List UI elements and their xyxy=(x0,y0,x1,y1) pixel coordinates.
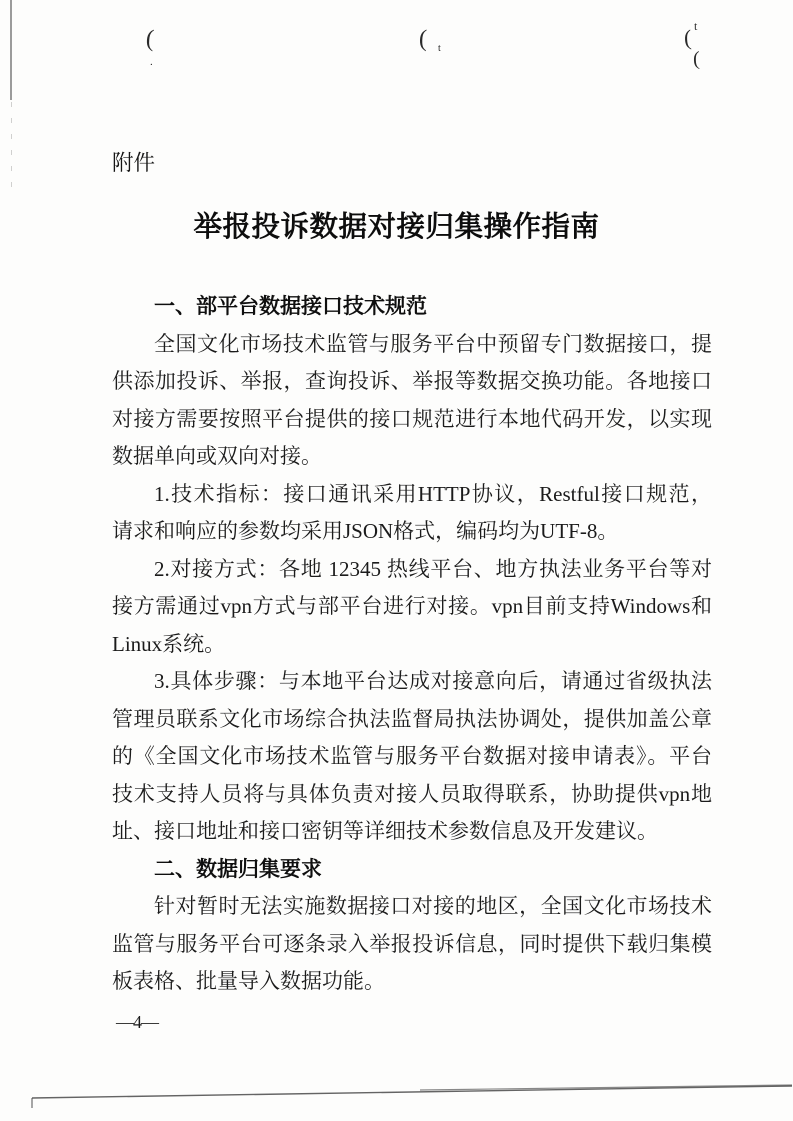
scan-artifact-mark: . xyxy=(150,56,153,68)
text-line: 3.具体步骤：与本地平台达成对接意向后，请通过省级执法 xyxy=(154,669,712,693)
scan-artifact-mark: t xyxy=(694,19,698,33)
section-heading: 二、数据归集要求 xyxy=(154,857,322,881)
text-line: 数据单向或双向对接。 xyxy=(112,444,322,468)
scan-artifact-mark: ( xyxy=(692,47,701,71)
text-line: 1.技术指标：接口通讯采用HTTP协议，Restful接口规范， xyxy=(154,481,712,506)
text-line: 针对暂时无法实施数据接口对接的地区，全国文化市场技术 xyxy=(154,894,712,918)
scan-artifact-mark: ( xyxy=(145,25,155,53)
text-line: 的《全国文化市场技术监管与服务平台数据对接申请表》。平台 xyxy=(112,744,712,768)
text-line: 接方需通过vpn方式与部平台进行对接。vpn目前支持Windows和 xyxy=(112,594,712,618)
scan-left-edge-line xyxy=(10,0,12,100)
text-line: 监管与服务平台可逐条录入举报投诉信息，同时提供下载归集模 xyxy=(112,931,712,956)
text-line: 技术支持人员将与具体负责对接人员取得联系，协助提供vpn地 xyxy=(112,781,712,806)
document-title: 举报投诉数据对接归集操作指南 xyxy=(193,212,600,243)
page-number: —4— xyxy=(116,1012,158,1032)
text-line: 址、接口地址和接口密钥等详细技术参数信息及开发建议。 xyxy=(112,819,658,843)
text-line: 请求和响应的参数均采用JSON格式，编码均为UTF-8。 xyxy=(112,519,619,543)
text-line: 2.对接方式：各地 12345 热线平台、地方执法业务平台等对 xyxy=(154,556,712,581)
scan-artifact-mark: ( xyxy=(683,24,692,51)
scan-artifact-mark: ( xyxy=(418,25,428,53)
text-line: 板表格、批量导入数据功能。 xyxy=(112,969,385,993)
attachment-label: 附件 xyxy=(112,151,156,175)
scan-artifact-mark: t xyxy=(438,43,441,54)
section-heading: 一、部平台数据接口技术规范 xyxy=(154,295,427,318)
text-line: 对接方需要按照平台提供的接口规范进行本地代码开发，以实现 xyxy=(112,406,712,431)
text-line: 全国文化市场技术监管与服务平台中预留专门数据接口，提 xyxy=(154,331,712,356)
scan-left-edge-dashes xyxy=(11,102,12,192)
document-body xyxy=(112,288,712,1001)
text-line: 供添加投诉、举报，查询投诉、举报等数据交换功能。各地接口 xyxy=(112,369,712,393)
text-line: 管理员联系文化市场综合执法监督局执法协调处，提供加盖公章 xyxy=(112,706,712,731)
text-line: Linux系统。 xyxy=(112,631,226,656)
